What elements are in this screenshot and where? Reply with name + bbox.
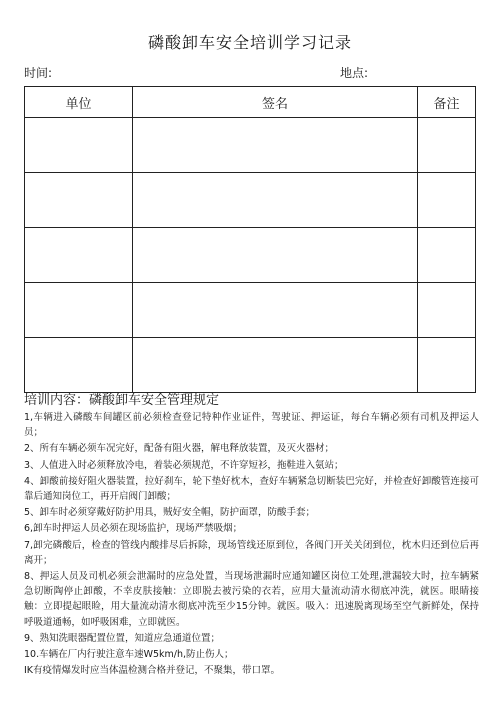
remarks-cell[interactable] <box>418 338 476 393</box>
training-heading: 培训内容：磷酸卸车安全管理规定 <box>24 393 220 408</box>
training-item: 10.车辆在厂内行驶注意车速W5km∕h,防止伤人； <box>24 649 234 661</box>
unit-cell[interactable] <box>25 173 133 228</box>
signature-cell[interactable] <box>133 283 418 338</box>
signature-cell[interactable] <box>133 228 418 283</box>
unit-cell[interactable] <box>25 338 133 393</box>
signature-cell[interactable] <box>133 118 418 173</box>
training-item: 3、人值进入时必须释放冷电，着装必须规范，不许穿短衫，拖鞋进入氨站； <box>24 459 344 471</box>
header-remarks: 备注 <box>418 87 476 118</box>
training-item: 4、卸酸前接好阻火器装置，拉好刹车，轮下垫好枕木，查好车辆紧急切断装巴完好，并检查好卸酸管连接可靠后通知岗位工，再开启阀门卸酸； <box>24 475 479 503</box>
training-item: 2、所有车辆必须车况完好，配备有阻火器，解电释放装置，及灭火器材； <box>24 443 335 455</box>
signature-cell[interactable] <box>133 338 418 393</box>
remarks-cell[interactable] <box>418 283 476 338</box>
training-item: 7,卸完磷酸后，检查的管线内酸排尽后拆除，现场管线还原到位，各阀门开关关闭到位，枕木归还到位后再离开； <box>24 539 479 566</box>
training-item: 8、押运人员及司机必须会泄漏时的应急处置，当现场泄漏时应通知罐区岗位工处理,泄漏较大时，拉车辆紧急切断陶停止卸酸，不幸皮肤接触：立即脱去被污染的衣若，应用大量流动清水彻底冲洗，就医。眼睛接触：立即提起眼睑，用大量流动清水彻底冲洗至少15分钟。就医。吸入：迅速脱离现场至空气新鲜处，保持呼吸道通畅，如呼吸困难，立即就医。 <box>24 571 479 628</box>
time-label: 时间: <box>24 66 53 80</box>
remarks-cell[interactable] <box>418 173 476 228</box>
unit-cell[interactable] <box>25 118 133 173</box>
training-item: 9、熟知洗眼器配置位置，知道应急通道位置； <box>24 632 221 644</box>
unit-cell[interactable] <box>25 283 133 338</box>
table-header-row <box>25 87 476 118</box>
signature-table <box>24 86 476 393</box>
table-row <box>25 173 476 228</box>
training-item: IK有疫情爆发时应当体温检测合格并登记，不聚集，带口罩。 <box>24 665 281 677</box>
document-title: 磷酸卸车安全培训学习记录 <box>147 33 352 52</box>
table-row <box>25 228 476 283</box>
place-label: 地点: <box>340 66 369 80</box>
training-item: 1,车辆进入磷酸车间罐区前必须检查登记特种作业证件，驾驶证、押运证，每台车辆必须有司机及押运人员； <box>24 412 479 439</box>
remarks-cell[interactable] <box>418 228 476 283</box>
signature-cell[interactable] <box>133 173 418 228</box>
training-item: 6,卸车时押运人员必须在现场监护，现场严禁吸烟； <box>24 523 243 535</box>
training-items <box>24 410 479 679</box>
remarks-cell[interactable] <box>418 118 476 173</box>
table-row <box>25 283 476 338</box>
header-unit: 单位 <box>25 87 133 118</box>
unit-cell[interactable] <box>25 228 133 283</box>
header-signature: 签名 <box>133 87 418 118</box>
table-row <box>25 118 476 173</box>
training-item: 5、卸车时必须穿戴好防护用具，贼好安全帽，防护面罩，防酸手套； <box>24 507 316 519</box>
table-row <box>25 338 476 393</box>
